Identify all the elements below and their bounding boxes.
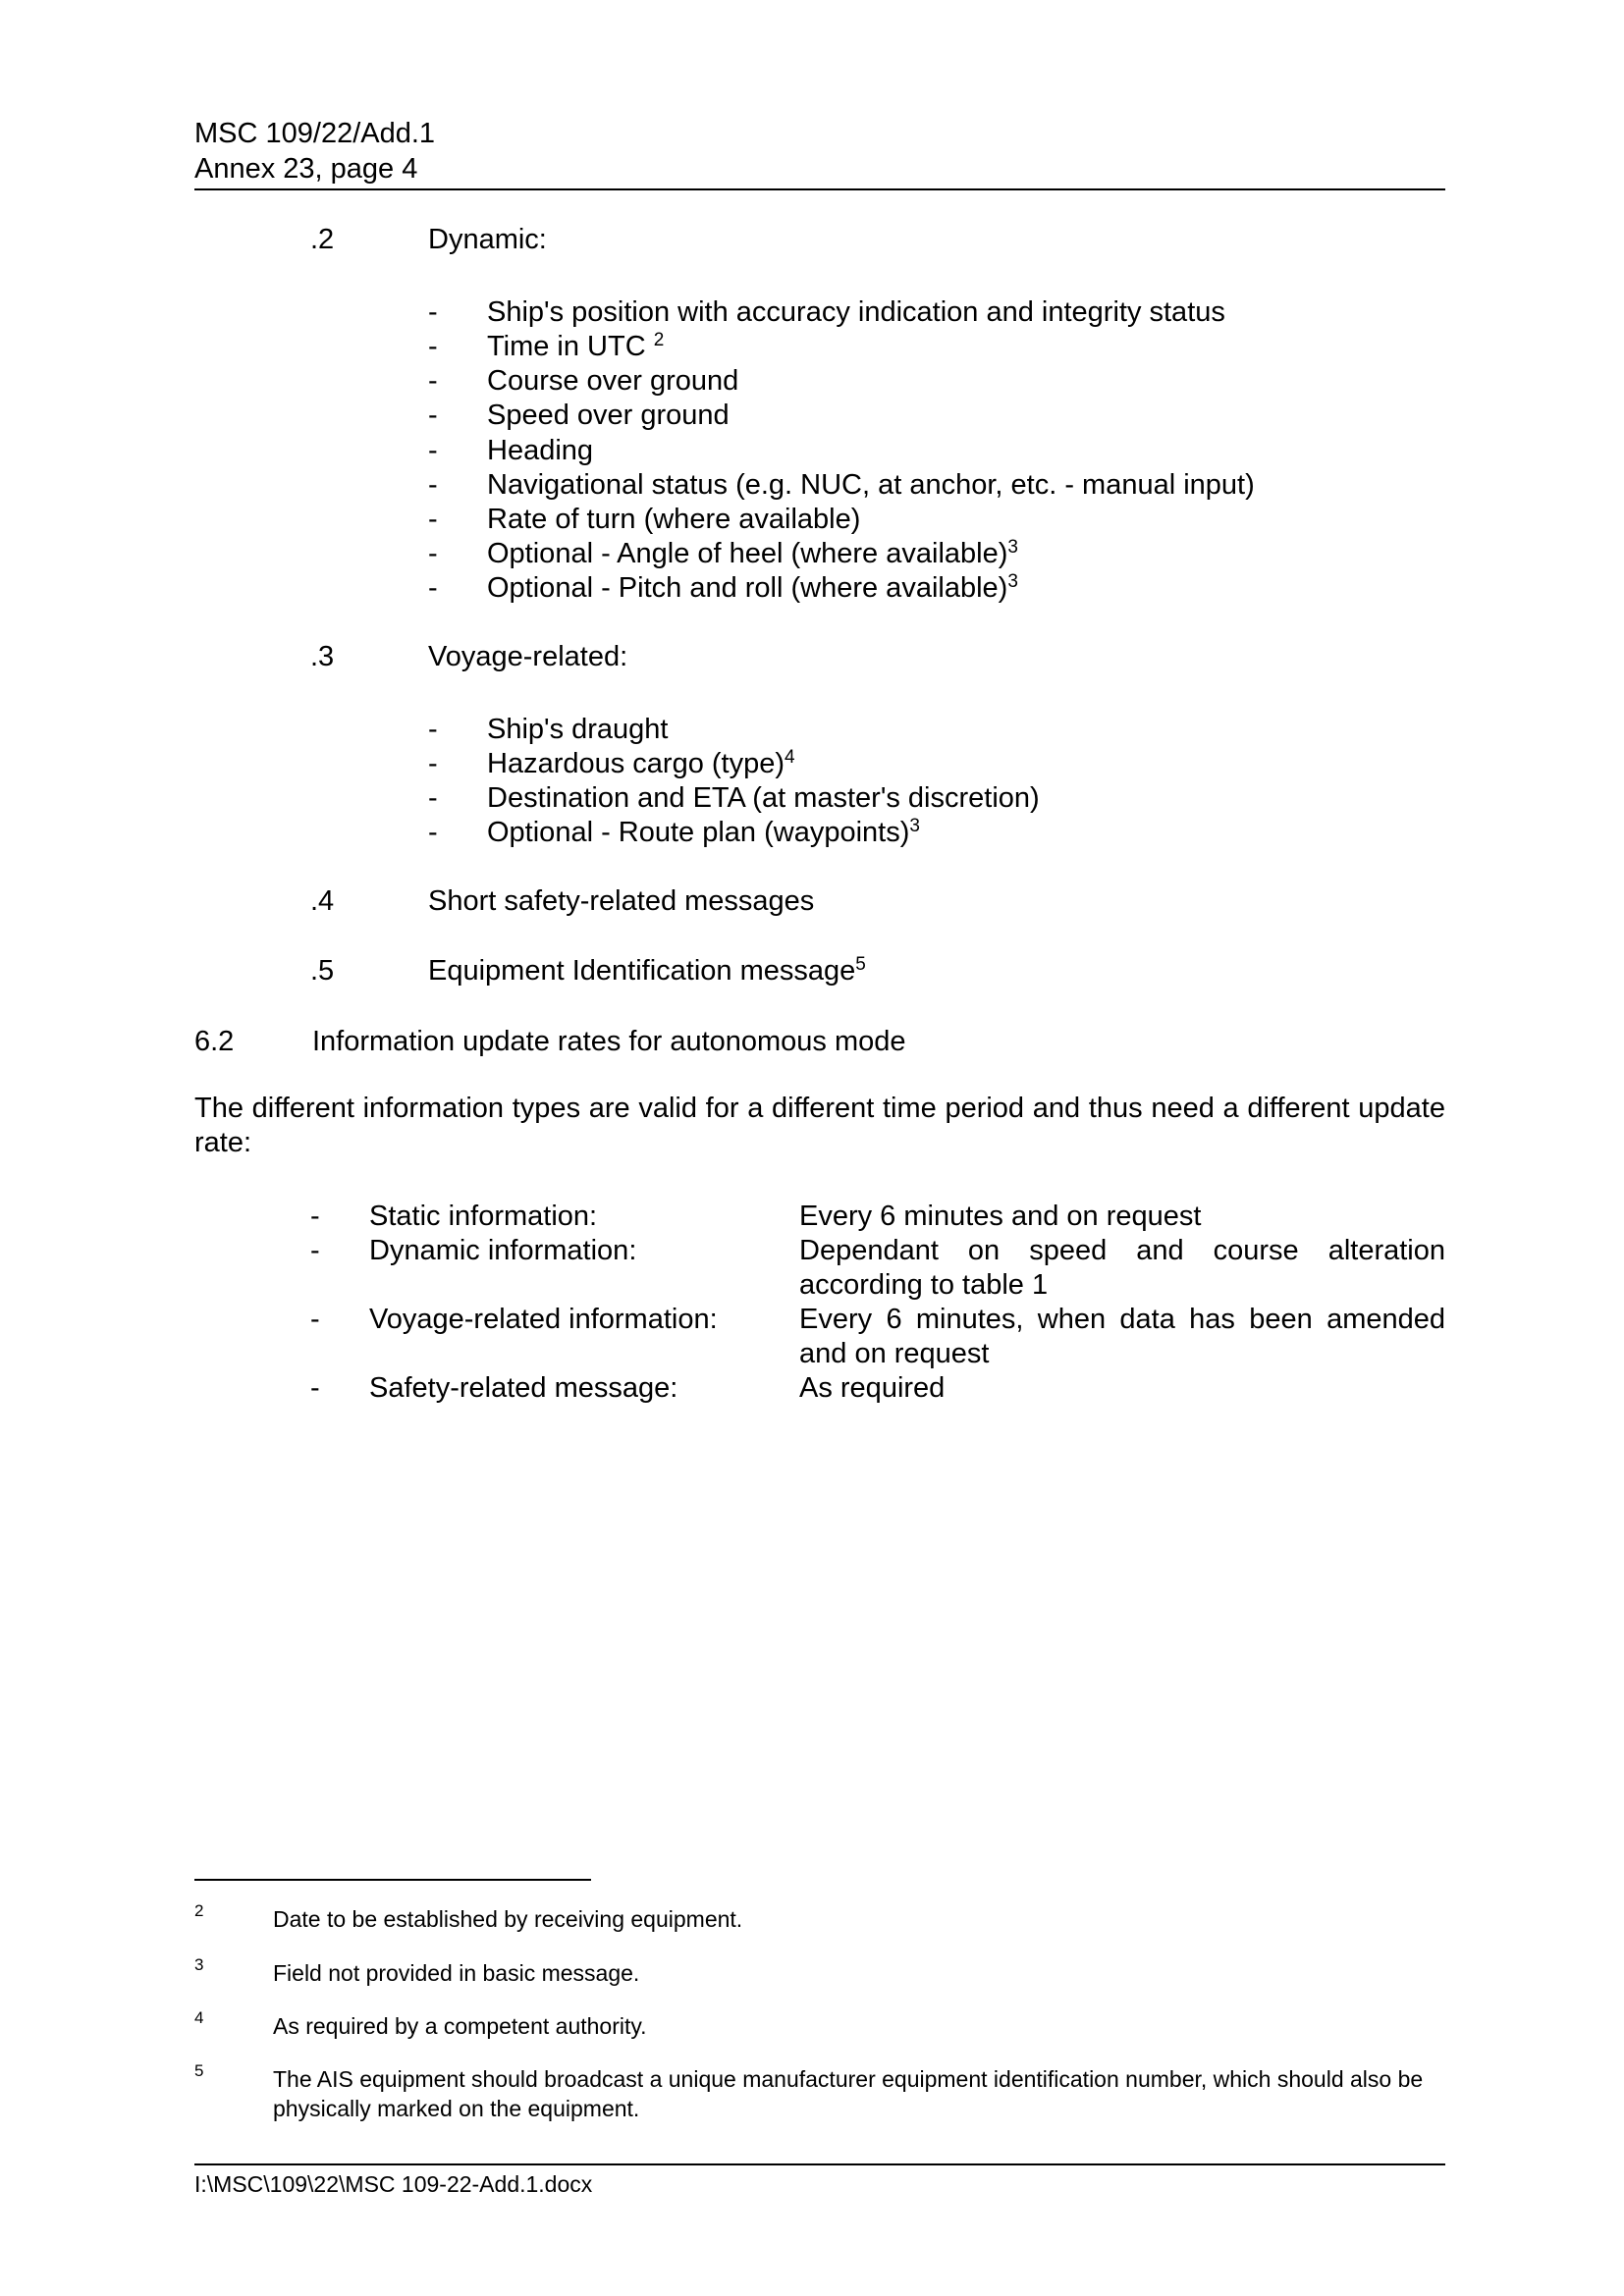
bullet-dash: - xyxy=(428,817,438,848)
bullet-dash: - xyxy=(428,504,438,535)
list-item: Optional - Angle of heel (where available)$^3$ xyxy=(487,537,1018,569)
section-number: 6.2 xyxy=(194,1026,235,1057)
item-heading-safety-messages: Short safety-related messages xyxy=(428,885,815,917)
rate-value: Dependant on speed and course alteration according to table 1 xyxy=(799,1235,1445,1301)
footnote-text: The AIS equipment should broadcast a unique manufacturer equipment identification number, which should also be physically marked on the equipment. xyxy=(273,2066,1424,2121)
item-number-3: .3 xyxy=(310,641,335,672)
footnote-text: As required by a competent authority. xyxy=(273,2013,647,2039)
list-item: Course over ground xyxy=(487,365,739,397)
list-item xyxy=(310,1371,1445,1406)
list-item: Rate of turn (where available) xyxy=(487,504,861,535)
item-heading-dynamic: Dynamic: xyxy=(428,224,547,255)
item-number-4: .4 xyxy=(310,885,335,917)
bullet-dash: - xyxy=(428,714,438,745)
update-rates-list xyxy=(310,1200,1445,1406)
footnote-number: 5 xyxy=(194,2061,204,2080)
bullet-dash: - xyxy=(428,538,438,569)
bullet-dash: - xyxy=(310,1201,320,1232)
item-number-5: .5 xyxy=(310,955,335,987)
document-reference: MSC 109/22/Add.1 xyxy=(194,118,436,149)
footnote-number: 2 xyxy=(194,1901,204,1920)
bullet-dash: - xyxy=(428,400,438,431)
list-item: Destination and ETA (at master's discretion) xyxy=(487,782,1040,814)
file-path: I:\MSC\109\22\MSC 109-22-Add.1.docx xyxy=(194,2171,593,2197)
rate-value: Every 6 minutes and on request xyxy=(799,1201,1202,1232)
footnote-ref: 3 xyxy=(1007,571,1018,592)
rate-label: Safety-related message: xyxy=(369,1372,678,1404)
footnote-ref: 4 xyxy=(785,747,795,768)
page-header xyxy=(194,116,435,187)
rate-value: Every 6 minutes, when data has been amended and on request xyxy=(799,1304,1445,1369)
bullet-dash: - xyxy=(428,469,438,501)
rate-value: As required xyxy=(799,1372,946,1404)
footnote-ref: 2 xyxy=(653,330,665,350)
footnote-text: Field not provided in basic message. xyxy=(273,1960,640,1986)
bullet-dash: - xyxy=(428,782,438,814)
footer-rule xyxy=(194,2163,1445,2165)
bullet-dash: - xyxy=(428,331,438,362)
list-item xyxy=(310,1200,1445,1234)
footnote-ref: 3 xyxy=(909,816,920,836)
footnote-number: 3 xyxy=(194,1955,204,1974)
list-item: Navigational status (e.g. NUC, at anchor, etc. - manual input) xyxy=(487,469,1255,501)
list-item: Speed over ground xyxy=(487,400,730,431)
list-item: Heading xyxy=(487,435,594,466)
bullet-dash: - xyxy=(310,1304,320,1335)
bullet-dash: - xyxy=(428,748,438,779)
list-item: Optional - Pitch and roll (where available)$^3$ xyxy=(487,571,1018,604)
item-heading-equipment-id: Equipment Identification message$^5$ xyxy=(428,954,866,987)
bullet-dash: - xyxy=(428,435,438,466)
list-item: Ship's draught xyxy=(487,714,669,745)
bullet-dash: - xyxy=(310,1235,320,1266)
bullet-dash: - xyxy=(428,365,438,397)
bullet-dash: - xyxy=(310,1372,320,1404)
list-item: Optional - Route plan (waypoints)$^3$ xyxy=(487,816,920,848)
list-item xyxy=(310,1303,1445,1371)
footnote-separator xyxy=(194,1879,591,1881)
bullet-dash: - xyxy=(428,296,438,328)
rate-label: Static information: xyxy=(369,1201,598,1232)
body-paragraph: The different information types are valid for a different time period and thus need a different update rate: xyxy=(194,1093,1445,1158)
item-number-2: .2 xyxy=(310,224,335,255)
list-item: Hazardous cargo (type)$^4$ xyxy=(487,747,795,779)
rate-label: Dynamic information: xyxy=(369,1235,637,1266)
item-heading-voyage: Voyage-related: xyxy=(428,641,628,672)
footnote-ref: 3 xyxy=(1007,537,1018,558)
rate-label: Voyage-related information: xyxy=(369,1304,718,1335)
list-item: Time in UTC $^2$ xyxy=(487,330,665,362)
bullet-dash: - xyxy=(428,572,438,604)
footnote-text: Date to be established by receiving equipment. xyxy=(273,1906,743,1932)
section-title: Information update rates for autonomous mode xyxy=(312,1026,906,1057)
list-item xyxy=(310,1234,1445,1303)
header-rule xyxy=(194,188,1445,190)
footnote-number: 4 xyxy=(194,2008,204,2027)
page-reference: Annex 23, page 4 xyxy=(194,153,418,185)
list-item: Ship's position with accuracy indication and integrity status xyxy=(487,296,1225,328)
footnote-ref: 5 xyxy=(855,954,866,975)
